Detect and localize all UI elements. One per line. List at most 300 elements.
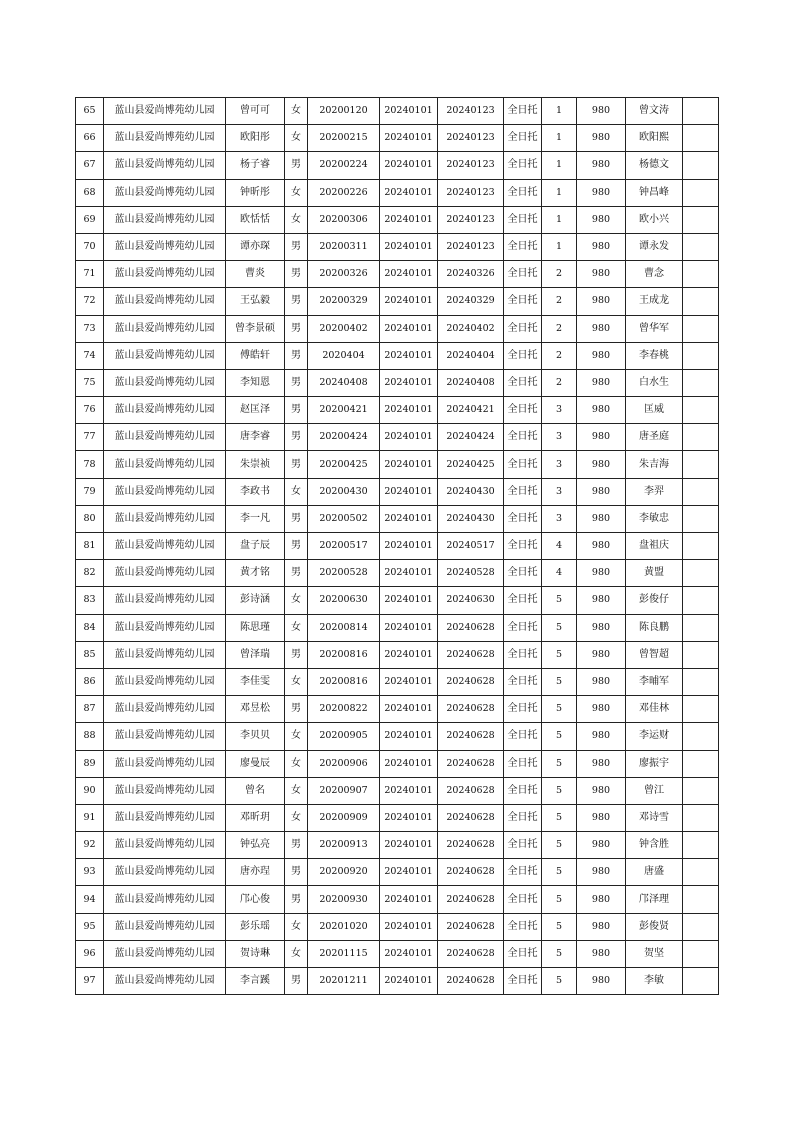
- care-type-cell: 全日托: [504, 478, 542, 505]
- guardian-cell: 邓佳林: [626, 696, 683, 723]
- seq-cell: 75: [76, 369, 104, 396]
- gender-cell: 男: [285, 342, 308, 369]
- guardian-cell: 李晡军: [626, 668, 683, 695]
- enroll-date-cell: 20240123: [438, 206, 504, 233]
- care-type-cell: 全日托: [504, 750, 542, 777]
- gender-cell: 女: [285, 940, 308, 967]
- birth-date-cell: 20200920: [308, 859, 380, 886]
- guardian-cell: 黄盟: [626, 560, 683, 587]
- school-cell: 蓝山县爱尚博苑幼儿园: [104, 804, 226, 831]
- seq-cell: 66: [76, 125, 104, 152]
- guardian-cell: 邓诗雪: [626, 804, 683, 831]
- table-row: [76, 424, 719, 451]
- child-name-cell: 盘子辰: [226, 533, 285, 560]
- guardian-cell: 曾文涛: [626, 98, 683, 125]
- gender-cell: 男: [285, 369, 308, 396]
- start-date-cell: 20240101: [380, 233, 438, 260]
- amount-cell: 980: [577, 533, 626, 560]
- seq-cell: 91: [76, 804, 104, 831]
- enroll-date-cell: 20240421: [438, 397, 504, 424]
- remark-cell: [683, 750, 719, 777]
- gender-cell: 男: [285, 533, 308, 560]
- seq-cell: 80: [76, 505, 104, 532]
- table-row: [76, 913, 719, 940]
- school-cell: 蓝山县爱尚博苑幼儿园: [104, 451, 226, 478]
- amount-cell: 980: [577, 505, 626, 532]
- gender-cell: 男: [285, 315, 308, 342]
- child-name-cell: 李政书: [226, 478, 285, 505]
- birth-date-cell: 20200517: [308, 533, 380, 560]
- gender-cell: 男: [285, 560, 308, 587]
- remark-cell: [683, 533, 719, 560]
- guardian-cell: 彭俊仔: [626, 587, 683, 614]
- care-type-cell: 全日托: [504, 397, 542, 424]
- remark-cell: [683, 804, 719, 831]
- seq-cell: 79: [76, 478, 104, 505]
- gender-cell: 男: [285, 424, 308, 451]
- months-cell: 5: [542, 587, 577, 614]
- guardian-cell: 唐盛: [626, 859, 683, 886]
- enroll-date-cell: 20240404: [438, 342, 504, 369]
- enroll-date-cell: 20240430: [438, 478, 504, 505]
- care-type-cell: 全日托: [504, 233, 542, 260]
- table-row: [76, 397, 719, 424]
- amount-cell: 980: [577, 397, 626, 424]
- gender-cell: 男: [285, 397, 308, 424]
- birth-date-cell: 20200226: [308, 179, 380, 206]
- seq-cell: 73: [76, 315, 104, 342]
- enroll-date-cell: 20240628: [438, 641, 504, 668]
- school-cell: 蓝山县爱尚博苑幼儿园: [104, 696, 226, 723]
- guardian-cell: 曾智超: [626, 641, 683, 668]
- roster-body: [76, 98, 719, 995]
- care-type-cell: 全日托: [504, 968, 542, 995]
- seq-cell: 94: [76, 886, 104, 913]
- table-row: [76, 261, 719, 288]
- school-cell: 蓝山县爱尚博苑幼儿园: [104, 478, 226, 505]
- child-name-cell: 傅皓轩: [226, 342, 285, 369]
- remark-cell: [683, 206, 719, 233]
- table-row: [76, 233, 719, 260]
- remark-cell: [683, 342, 719, 369]
- months-cell: 3: [542, 424, 577, 451]
- enroll-date-cell: 20240628: [438, 614, 504, 641]
- remark-cell: [683, 668, 719, 695]
- amount-cell: 980: [577, 913, 626, 940]
- enroll-date-cell: 20240123: [438, 179, 504, 206]
- school-cell: 蓝山县爱尚博苑幼儿园: [104, 98, 226, 125]
- guardian-cell: 贺坚: [626, 940, 683, 967]
- seq-cell: 72: [76, 288, 104, 315]
- seq-cell: 95: [76, 913, 104, 940]
- gender-cell: 男: [285, 451, 308, 478]
- remark-cell: [683, 614, 719, 641]
- child-name-cell: 王弘毅: [226, 288, 285, 315]
- enroll-date-cell: 20240628: [438, 859, 504, 886]
- guardian-cell: 谭永发: [626, 233, 683, 260]
- amount-cell: 980: [577, 723, 626, 750]
- months-cell: 5: [542, 723, 577, 750]
- gender-cell: 男: [285, 832, 308, 859]
- months-cell: 3: [542, 478, 577, 505]
- amount-cell: 980: [577, 560, 626, 587]
- care-type-cell: 全日托: [504, 804, 542, 831]
- child-name-cell: 欧阳彤: [226, 125, 285, 152]
- start-date-cell: 20240101: [380, 614, 438, 641]
- start-date-cell: 20240101: [380, 315, 438, 342]
- start-date-cell: 20240101: [380, 832, 438, 859]
- enroll-date-cell: 20240430: [438, 505, 504, 532]
- remark-cell: [683, 478, 719, 505]
- roster-sheet: [75, 97, 718, 995]
- amount-cell: 980: [577, 614, 626, 641]
- child-name-cell: 陈思瑾: [226, 614, 285, 641]
- months-cell: 1: [542, 233, 577, 260]
- school-cell: 蓝山县爱尚博苑幼儿园: [104, 125, 226, 152]
- enroll-date-cell: 20240628: [438, 968, 504, 995]
- school-cell: 蓝山县爱尚博苑幼儿园: [104, 886, 226, 913]
- remark-cell: [683, 777, 719, 804]
- table-row: [76, 560, 719, 587]
- care-type-cell: 全日托: [504, 152, 542, 179]
- start-date-cell: 20240101: [380, 886, 438, 913]
- child-name-cell: 曾李景硕: [226, 315, 285, 342]
- table-row: [76, 832, 719, 859]
- start-date-cell: 20240101: [380, 750, 438, 777]
- seq-cell: 96: [76, 940, 104, 967]
- care-type-cell: 全日托: [504, 777, 542, 804]
- school-cell: 蓝山县爱尚博苑幼儿园: [104, 369, 226, 396]
- start-date-cell: 20240101: [380, 179, 438, 206]
- enroll-date-cell: 20240628: [438, 723, 504, 750]
- months-cell: 5: [542, 832, 577, 859]
- remark-cell: [683, 859, 719, 886]
- start-date-cell: 20240101: [380, 641, 438, 668]
- enroll-date-cell: 20240628: [438, 668, 504, 695]
- enroll-date-cell: 20240123: [438, 152, 504, 179]
- enroll-date-cell: 20240517: [438, 533, 504, 560]
- child-name-cell: 贺诗琳: [226, 940, 285, 967]
- gender-cell: 女: [285, 125, 308, 152]
- birth-date-cell: 20240408: [308, 369, 380, 396]
- table-row: [76, 152, 719, 179]
- school-cell: 蓝山县爱尚博苑幼儿园: [104, 505, 226, 532]
- child-name-cell: 曹炎: [226, 261, 285, 288]
- table-row: [76, 886, 719, 913]
- enroll-date-cell: 20240628: [438, 913, 504, 940]
- child-name-cell: 彭诗涵: [226, 587, 285, 614]
- seq-cell: 78: [76, 451, 104, 478]
- seq-cell: 76: [76, 397, 104, 424]
- months-cell: 4: [542, 560, 577, 587]
- start-date-cell: 20240101: [380, 804, 438, 831]
- remark-cell: [683, 832, 719, 859]
- guardian-cell: 李春桃: [626, 342, 683, 369]
- start-date-cell: 20240101: [380, 98, 438, 125]
- birth-date-cell: 20200402: [308, 315, 380, 342]
- remark-cell: [683, 288, 719, 315]
- child-name-cell: 李言蹊: [226, 968, 285, 995]
- care-type-cell: 全日托: [504, 98, 542, 125]
- remark-cell: [683, 179, 719, 206]
- seq-cell: 87: [76, 696, 104, 723]
- start-date-cell: 20240101: [380, 152, 438, 179]
- care-type-cell: 全日托: [504, 342, 542, 369]
- amount-cell: 980: [577, 940, 626, 967]
- seq-cell: 85: [76, 641, 104, 668]
- table-row: [76, 587, 719, 614]
- seq-cell: 69: [76, 206, 104, 233]
- start-date-cell: 20240101: [380, 668, 438, 695]
- birth-date-cell: 20200215: [308, 125, 380, 152]
- child-name-cell: 钟弘亮: [226, 832, 285, 859]
- birth-date-cell: 20200913: [308, 832, 380, 859]
- child-name-cell: 赵匡泽: [226, 397, 285, 424]
- care-type-cell: 全日托: [504, 451, 542, 478]
- remark-cell: [683, 369, 719, 396]
- amount-cell: 980: [577, 315, 626, 342]
- birth-date-cell: 20200816: [308, 641, 380, 668]
- amount-cell: 980: [577, 968, 626, 995]
- months-cell: 1: [542, 98, 577, 125]
- birth-date-cell: 20200425: [308, 451, 380, 478]
- child-name-cell: 曾名: [226, 777, 285, 804]
- guardian-cell: 钟昌峰: [626, 179, 683, 206]
- child-name-cell: 邓昱松: [226, 696, 285, 723]
- seq-cell: 82: [76, 560, 104, 587]
- child-name-cell: 李一凡: [226, 505, 285, 532]
- gender-cell: 女: [285, 614, 308, 641]
- gender-cell: 女: [285, 913, 308, 940]
- months-cell: 1: [542, 125, 577, 152]
- seq-cell: 71: [76, 261, 104, 288]
- start-date-cell: 20240101: [380, 288, 438, 315]
- gender-cell: 男: [285, 233, 308, 260]
- seq-cell: 97: [76, 968, 104, 995]
- guardian-cell: 李羿: [626, 478, 683, 505]
- table-row: [76, 804, 719, 831]
- remark-cell: [683, 125, 719, 152]
- birth-date-cell: 20200822: [308, 696, 380, 723]
- birth-date-cell: 20200311: [308, 233, 380, 260]
- remark-cell: [683, 968, 719, 995]
- gender-cell: 女: [285, 668, 308, 695]
- child-name-cell: 唐李睿: [226, 424, 285, 451]
- guardian-cell: 钟含胜: [626, 832, 683, 859]
- start-date-cell: 20240101: [380, 424, 438, 451]
- enroll-date-cell: 20240123: [438, 233, 504, 260]
- child-name-cell: 朱崇祯: [226, 451, 285, 478]
- seq-cell: 90: [76, 777, 104, 804]
- gender-cell: 女: [285, 587, 308, 614]
- table-row: [76, 315, 719, 342]
- school-cell: 蓝山县爱尚博苑幼儿园: [104, 152, 226, 179]
- months-cell: 2: [542, 261, 577, 288]
- child-name-cell: 李佳雯: [226, 668, 285, 695]
- enroll-date-cell: 20240630: [438, 587, 504, 614]
- care-type-cell: 全日托: [504, 179, 542, 206]
- care-type-cell: 全日托: [504, 859, 542, 886]
- enroll-date-cell: 20240628: [438, 832, 504, 859]
- guardian-cell: 白水生: [626, 369, 683, 396]
- remark-cell: [683, 940, 719, 967]
- school-cell: 蓝山县爱尚博苑幼儿园: [104, 641, 226, 668]
- birth-date-cell: 20200224: [308, 152, 380, 179]
- start-date-cell: 20240101: [380, 369, 438, 396]
- amount-cell: 980: [577, 342, 626, 369]
- child-name-cell: 谭亦琛: [226, 233, 285, 260]
- care-type-cell: 全日托: [504, 696, 542, 723]
- table-row: [76, 641, 719, 668]
- months-cell: 3: [542, 397, 577, 424]
- start-date-cell: 20240101: [380, 505, 438, 532]
- birth-date-cell: 20200329: [308, 288, 380, 315]
- gender-cell: 女: [285, 804, 308, 831]
- remark-cell: [683, 696, 719, 723]
- amount-cell: 980: [577, 424, 626, 451]
- care-type-cell: 全日托: [504, 369, 542, 396]
- months-cell: 5: [542, 859, 577, 886]
- amount-cell: 980: [577, 261, 626, 288]
- child-name-cell: 廖曼辰: [226, 750, 285, 777]
- seq-cell: 70: [76, 233, 104, 260]
- seq-cell: 65: [76, 98, 104, 125]
- amount-cell: 980: [577, 288, 626, 315]
- start-date-cell: 20240101: [380, 940, 438, 967]
- guardian-cell: 杨德文: [626, 152, 683, 179]
- remark-cell: [683, 505, 719, 532]
- seq-cell: 86: [76, 668, 104, 695]
- school-cell: 蓝山县爱尚博苑幼儿园: [104, 723, 226, 750]
- table-row: [76, 505, 719, 532]
- enroll-date-cell: 20240628: [438, 886, 504, 913]
- enroll-date-cell: 20240123: [438, 98, 504, 125]
- care-type-cell: 全日托: [504, 668, 542, 695]
- amount-cell: 980: [577, 478, 626, 505]
- start-date-cell: 20240101: [380, 206, 438, 233]
- guardian-cell: 曾江: [626, 777, 683, 804]
- gender-cell: 男: [285, 152, 308, 179]
- amount-cell: 980: [577, 696, 626, 723]
- care-type-cell: 全日托: [504, 533, 542, 560]
- amount-cell: 980: [577, 668, 626, 695]
- enroll-date-cell: 20240425: [438, 451, 504, 478]
- school-cell: 蓝山县爱尚博苑幼儿园: [104, 560, 226, 587]
- table-row: [76, 533, 719, 560]
- table-row: [76, 451, 719, 478]
- seq-cell: 81: [76, 533, 104, 560]
- school-cell: 蓝山县爱尚博苑幼儿园: [104, 397, 226, 424]
- start-date-cell: 20240101: [380, 261, 438, 288]
- birth-date-cell: 20201115: [308, 940, 380, 967]
- guardian-cell: 曹念: [626, 261, 683, 288]
- birth-date-cell: 2020404: [308, 342, 380, 369]
- amount-cell: 980: [577, 777, 626, 804]
- months-cell: 5: [542, 750, 577, 777]
- child-name-cell: 唐亦珵: [226, 859, 285, 886]
- care-type-cell: 全日托: [504, 261, 542, 288]
- table-row: [76, 206, 719, 233]
- birth-date-cell: 20200907: [308, 777, 380, 804]
- child-name-cell: 黄才铭: [226, 560, 285, 587]
- school-cell: 蓝山县爱尚博苑幼儿园: [104, 533, 226, 560]
- care-type-cell: 全日托: [504, 832, 542, 859]
- months-cell: 1: [542, 179, 577, 206]
- roster-table: [75, 97, 719, 995]
- birth-date-cell: 20201020: [308, 913, 380, 940]
- amount-cell: 980: [577, 98, 626, 125]
- amount-cell: 980: [577, 587, 626, 614]
- start-date-cell: 20240101: [380, 696, 438, 723]
- child-name-cell: 彭乐瑶: [226, 913, 285, 940]
- start-date-cell: 20240101: [380, 533, 438, 560]
- remark-cell: [683, 451, 719, 478]
- seq-cell: 93: [76, 859, 104, 886]
- gender-cell: 女: [285, 206, 308, 233]
- enroll-date-cell: 20240628: [438, 804, 504, 831]
- guardian-cell: 盘祖庆: [626, 533, 683, 560]
- guardian-cell: 李敏: [626, 968, 683, 995]
- gender-cell: 女: [285, 478, 308, 505]
- remark-cell: [683, 886, 719, 913]
- guardian-cell: 欧阳熙: [626, 125, 683, 152]
- months-cell: 5: [542, 668, 577, 695]
- child-name-cell: 欧恬恬: [226, 206, 285, 233]
- amount-cell: 980: [577, 369, 626, 396]
- care-type-cell: 全日托: [504, 614, 542, 641]
- care-type-cell: 全日托: [504, 940, 542, 967]
- birth-date-cell: 20201211: [308, 968, 380, 995]
- birth-date-cell: 20200502: [308, 505, 380, 532]
- school-cell: 蓝山县爱尚博苑幼儿园: [104, 614, 226, 641]
- remark-cell: [683, 233, 719, 260]
- enroll-date-cell: 20240326: [438, 261, 504, 288]
- seq-cell: 74: [76, 342, 104, 369]
- amount-cell: 980: [577, 804, 626, 831]
- months-cell: 2: [542, 315, 577, 342]
- table-row: [76, 369, 719, 396]
- care-type-cell: 全日托: [504, 505, 542, 532]
- months-cell: 2: [542, 369, 577, 396]
- gender-cell: 女: [285, 750, 308, 777]
- child-name-cell: 李知恩: [226, 369, 285, 396]
- gender-cell: 女: [285, 777, 308, 804]
- school-cell: 蓝山县爱尚博苑幼儿园: [104, 424, 226, 451]
- remark-cell: [683, 424, 719, 451]
- months-cell: 2: [542, 342, 577, 369]
- gender-cell: 男: [285, 288, 308, 315]
- seq-cell: 88: [76, 723, 104, 750]
- care-type-cell: 全日托: [504, 587, 542, 614]
- months-cell: 5: [542, 968, 577, 995]
- amount-cell: 980: [577, 886, 626, 913]
- remark-cell: [683, 560, 719, 587]
- enroll-date-cell: 20240628: [438, 777, 504, 804]
- remark-cell: [683, 587, 719, 614]
- birth-date-cell: 20200816: [308, 668, 380, 695]
- enroll-date-cell: 20240628: [438, 750, 504, 777]
- table-row: [76, 288, 719, 315]
- table-row: [76, 125, 719, 152]
- care-type-cell: 全日托: [504, 560, 542, 587]
- start-date-cell: 20240101: [380, 478, 438, 505]
- school-cell: 蓝山县爱尚博苑幼儿园: [104, 859, 226, 886]
- remark-cell: [683, 723, 719, 750]
- months-cell: 5: [542, 804, 577, 831]
- amount-cell: 980: [577, 750, 626, 777]
- birth-date-cell: 20200814: [308, 614, 380, 641]
- school-cell: 蓝山县爱尚博苑幼儿园: [104, 940, 226, 967]
